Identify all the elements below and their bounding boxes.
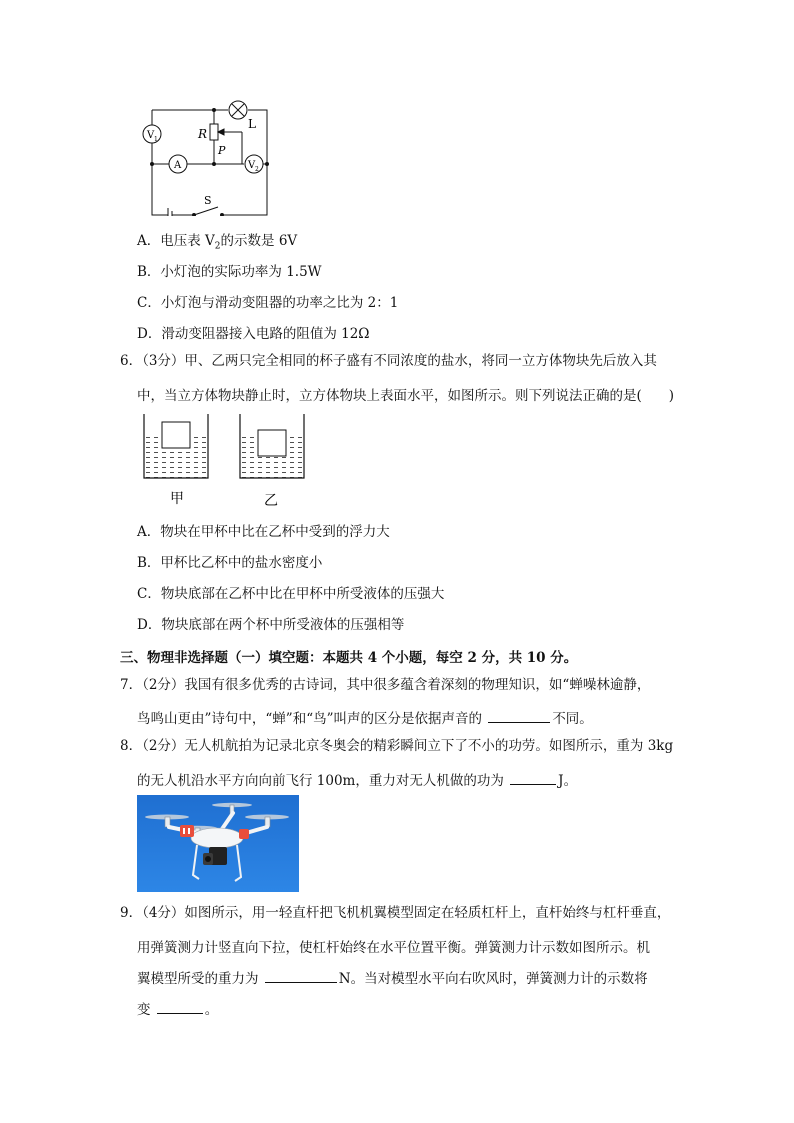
cups-figure (138, 410, 318, 510)
v2-label: V (248, 160, 256, 171)
v1-label: V (147, 130, 155, 141)
lamp-label: L (248, 117, 256, 131)
circuit-diagram (138, 96, 278, 216)
q9-answer-blank-1[interactable] (265, 970, 337, 983)
q9-stem-line2: 用弹簧测力计竖直向下拉，使杠杆始终在水平位置平衡。弹簧测力计示数如图所示。机 (137, 940, 650, 956)
section-heading: 三、物理非选择题（一）填空题：本题共 4 个小题，每空 2 分，共 10 分。 (120, 650, 578, 666)
q5-option-b: B．小灯泡的实际功率为 1.5W (137, 264, 322, 280)
v2-sub: 2 (255, 166, 259, 173)
q5-option-d: D．滑动变阻器接入电路的阻值为 12Ω (137, 326, 370, 342)
cup-label-jia: 甲 (170, 491, 184, 507)
q5-option-c: C．小灯泡与滑动变阻器的功率之比为 2：1 (137, 295, 399, 311)
v1-sub: 1 (154, 136, 158, 143)
q6-option-d: D．物块底部在两个杯中所受液体的压强相等 (137, 617, 405, 633)
q6-stem-line1: 6．（3分）甲、乙两只完全相同的杯子盛有不同浓度的盐水，将同一立方体物块先后放入其 (120, 353, 657, 369)
q5-option-a: A．电压表 $V_2$的示数是 6V (137, 233, 298, 252)
q7-stem-line1: 7．（2分）我国有很多优秀的古诗词，其中很多蕴含着深刻的物理知识，如“蝉噪林逾静， (120, 677, 651, 693)
resistor-label: R (198, 127, 208, 141)
drone-photo (137, 795, 299, 892)
q6-option-a: A．物块在甲杯中比在乙杯中受到的浮力大 (137, 524, 390, 540)
q8-answer-blank[interactable] (510, 772, 556, 785)
switch-label: S (204, 194, 212, 207)
slider-label: P (218, 144, 226, 157)
ammeter-label: A (174, 160, 182, 171)
q8-stem-line2: 的无人机沿水平方向向前飞行 100m，重力对无人机做的功为 J。 (137, 773, 578, 789)
q6-option-c: C．物块底部在乙杯中比在甲杯中所受液体的压强大 (137, 586, 445, 602)
q7-stem-line2: 鸟鸣山更由”诗句中，“蝉”和“鸟”叫声的区分是依据声音的 不同。 (137, 711, 593, 727)
q8-stem-line1: 8．（2分）无人机航拍为记录北京冬奥会的精彩瞬间立下了不小的功劳。如图所示，重为 3kg (120, 738, 674, 754)
q6-stem-line2: 中，当立方体物块静止时，立方体物块上表面水平，如图所示。则下列说法正确的是( ) (137, 388, 675, 404)
q6-option-b: B．甲杯比乙杯中的盐水密度小 (137, 555, 323, 571)
q9-stem-line1: 9．（4分）如图所示，用一轻直杆把飞机机翼模型固定在轻质杠杆上，直杆始终与杠杆垂直， (120, 905, 671, 921)
q9-stem-line3: 翼模型所受的重力为 N。当对模型水平向右吹风时，弹簧测力计的示数将 (137, 971, 648, 987)
cup-label-yi: 乙 (264, 493, 278, 509)
q9-stem-line4: 变 。 (137, 1002, 219, 1018)
q7-answer-blank[interactable] (488, 710, 550, 723)
q9-answer-blank-2[interactable] (157, 1001, 203, 1014)
